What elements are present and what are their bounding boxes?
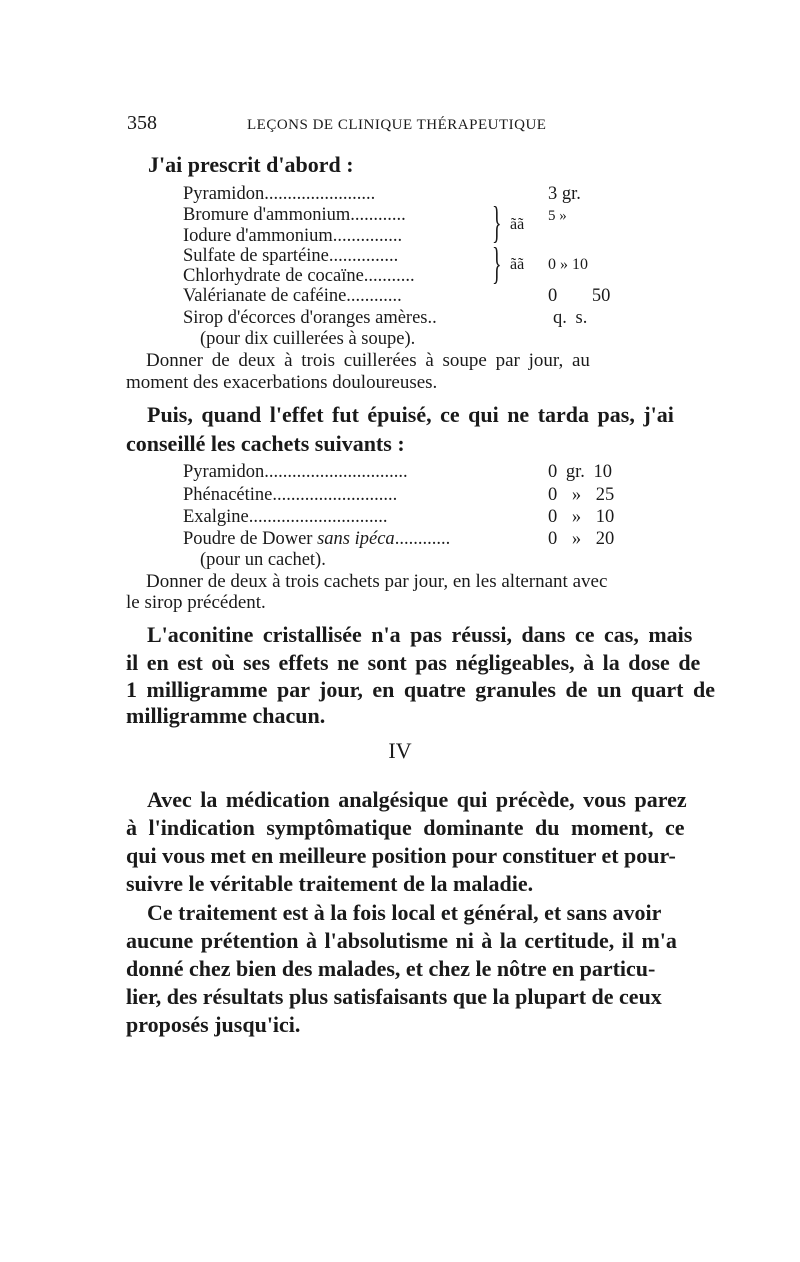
- paragraph-line: 1 milligramme par jour, en quatre granules de un quart de: [126, 677, 716, 702]
- paragraph-line: Ce traitement est à la fois local et général, et sans avoir: [147, 900, 662, 925]
- rx2-instruction: le sirop précédent.: [126, 592, 266, 613]
- rx2-note: (pour un cachet).: [200, 550, 326, 570]
- rx1-instruction: moment des exacerbations douloureuses.: [126, 372, 438, 393]
- rx1-item: Iodure d'ammonium...............: [183, 226, 403, 246]
- aa-label: ãã: [510, 256, 525, 273]
- rx1-note: (pour dix cuillerées à soupe).: [200, 329, 416, 349]
- rx2-item: Phénacétine........................... 0 » 25: [183, 485, 615, 505]
- paragraph-line: milligramme chacun.: [126, 703, 326, 728]
- paragraph-line: conseillé les cachets suivants :: [126, 431, 405, 456]
- rx1-item: Sirop d'écorces d'oranges amères.. q. s.: [183, 308, 588, 328]
- aa-label: ãã: [510, 216, 525, 233]
- paragraph-line: suivre le véritable traitement de la maladie.: [126, 871, 534, 896]
- paragraph-line: lier, des résultats plus satisfaisants que la plupart de ceux: [126, 984, 662, 1009]
- rx2-item: Exalgine.............................. 0 » 10: [183, 507, 615, 527]
- paragraph-line: Avec la médication analgésique qui précède, vous parez: [147, 787, 687, 812]
- paragraph-line: proposés jusqu'ici.: [126, 1012, 301, 1037]
- rx1-instruction: Donner de deux à trois cuillerées à soupe par jour, au: [146, 350, 590, 371]
- intro-line: J'ai prescrit d'abord :: [148, 152, 354, 177]
- paragraph-line: il en est où ses effets ne sont pas négligeables, à la dose de: [126, 650, 701, 675]
- page-number: 358: [127, 112, 157, 134]
- rx1-item: Valérianate de caféine............ 0 50: [183, 286, 611, 306]
- rx2-item: Pyramidon............................... 0 gr. 10: [183, 462, 613, 482]
- rx1-item: Chlorhydrate de cocaïne...........: [183, 266, 415, 286]
- paragraph-line: à l'indication symptômatique dominante du moment, ce: [126, 815, 685, 840]
- rx1-item: Sulfate de spartéine............... 0 » 10: [183, 246, 588, 273]
- paragraph-line: L'aconitine cristallisée n'a pas réussi, dans ce cas, mais: [147, 622, 693, 647]
- rx1-item: Pyramidon........................ 3 gr.: [183, 184, 581, 204]
- section-heading: IV: [388, 738, 412, 763]
- paragraph-line: Puis, quand l'effet fut épuisé, ce qui ne tarda pas, j'ai: [147, 402, 674, 427]
- brace-icon: }: [492, 198, 502, 247]
- rx2-instruction: Donner de deux à trois cachets par jour, en les alternant avec: [146, 571, 608, 592]
- paragraph-line: qui vous met en meilleure position pour constituer et pour-: [126, 843, 676, 868]
- paragraph-line: donné chez bien des malades, et chez le nôtre en particu-: [126, 956, 656, 981]
- brace-icon: }: [492, 239, 502, 288]
- rx2-item: Poudre de Dower sans ipéca............ 0 » 20: [183, 529, 615, 549]
- rx1-item: Bromure d'ammonium............ 5 »: [183, 205, 567, 225]
- running-title: LEÇONS DE CLINIQUE THÉRAPEUTIQUE: [247, 117, 547, 133]
- paragraph-line: aucune prétention à l'absolutisme ni à la certitude, il m'a: [126, 928, 677, 953]
